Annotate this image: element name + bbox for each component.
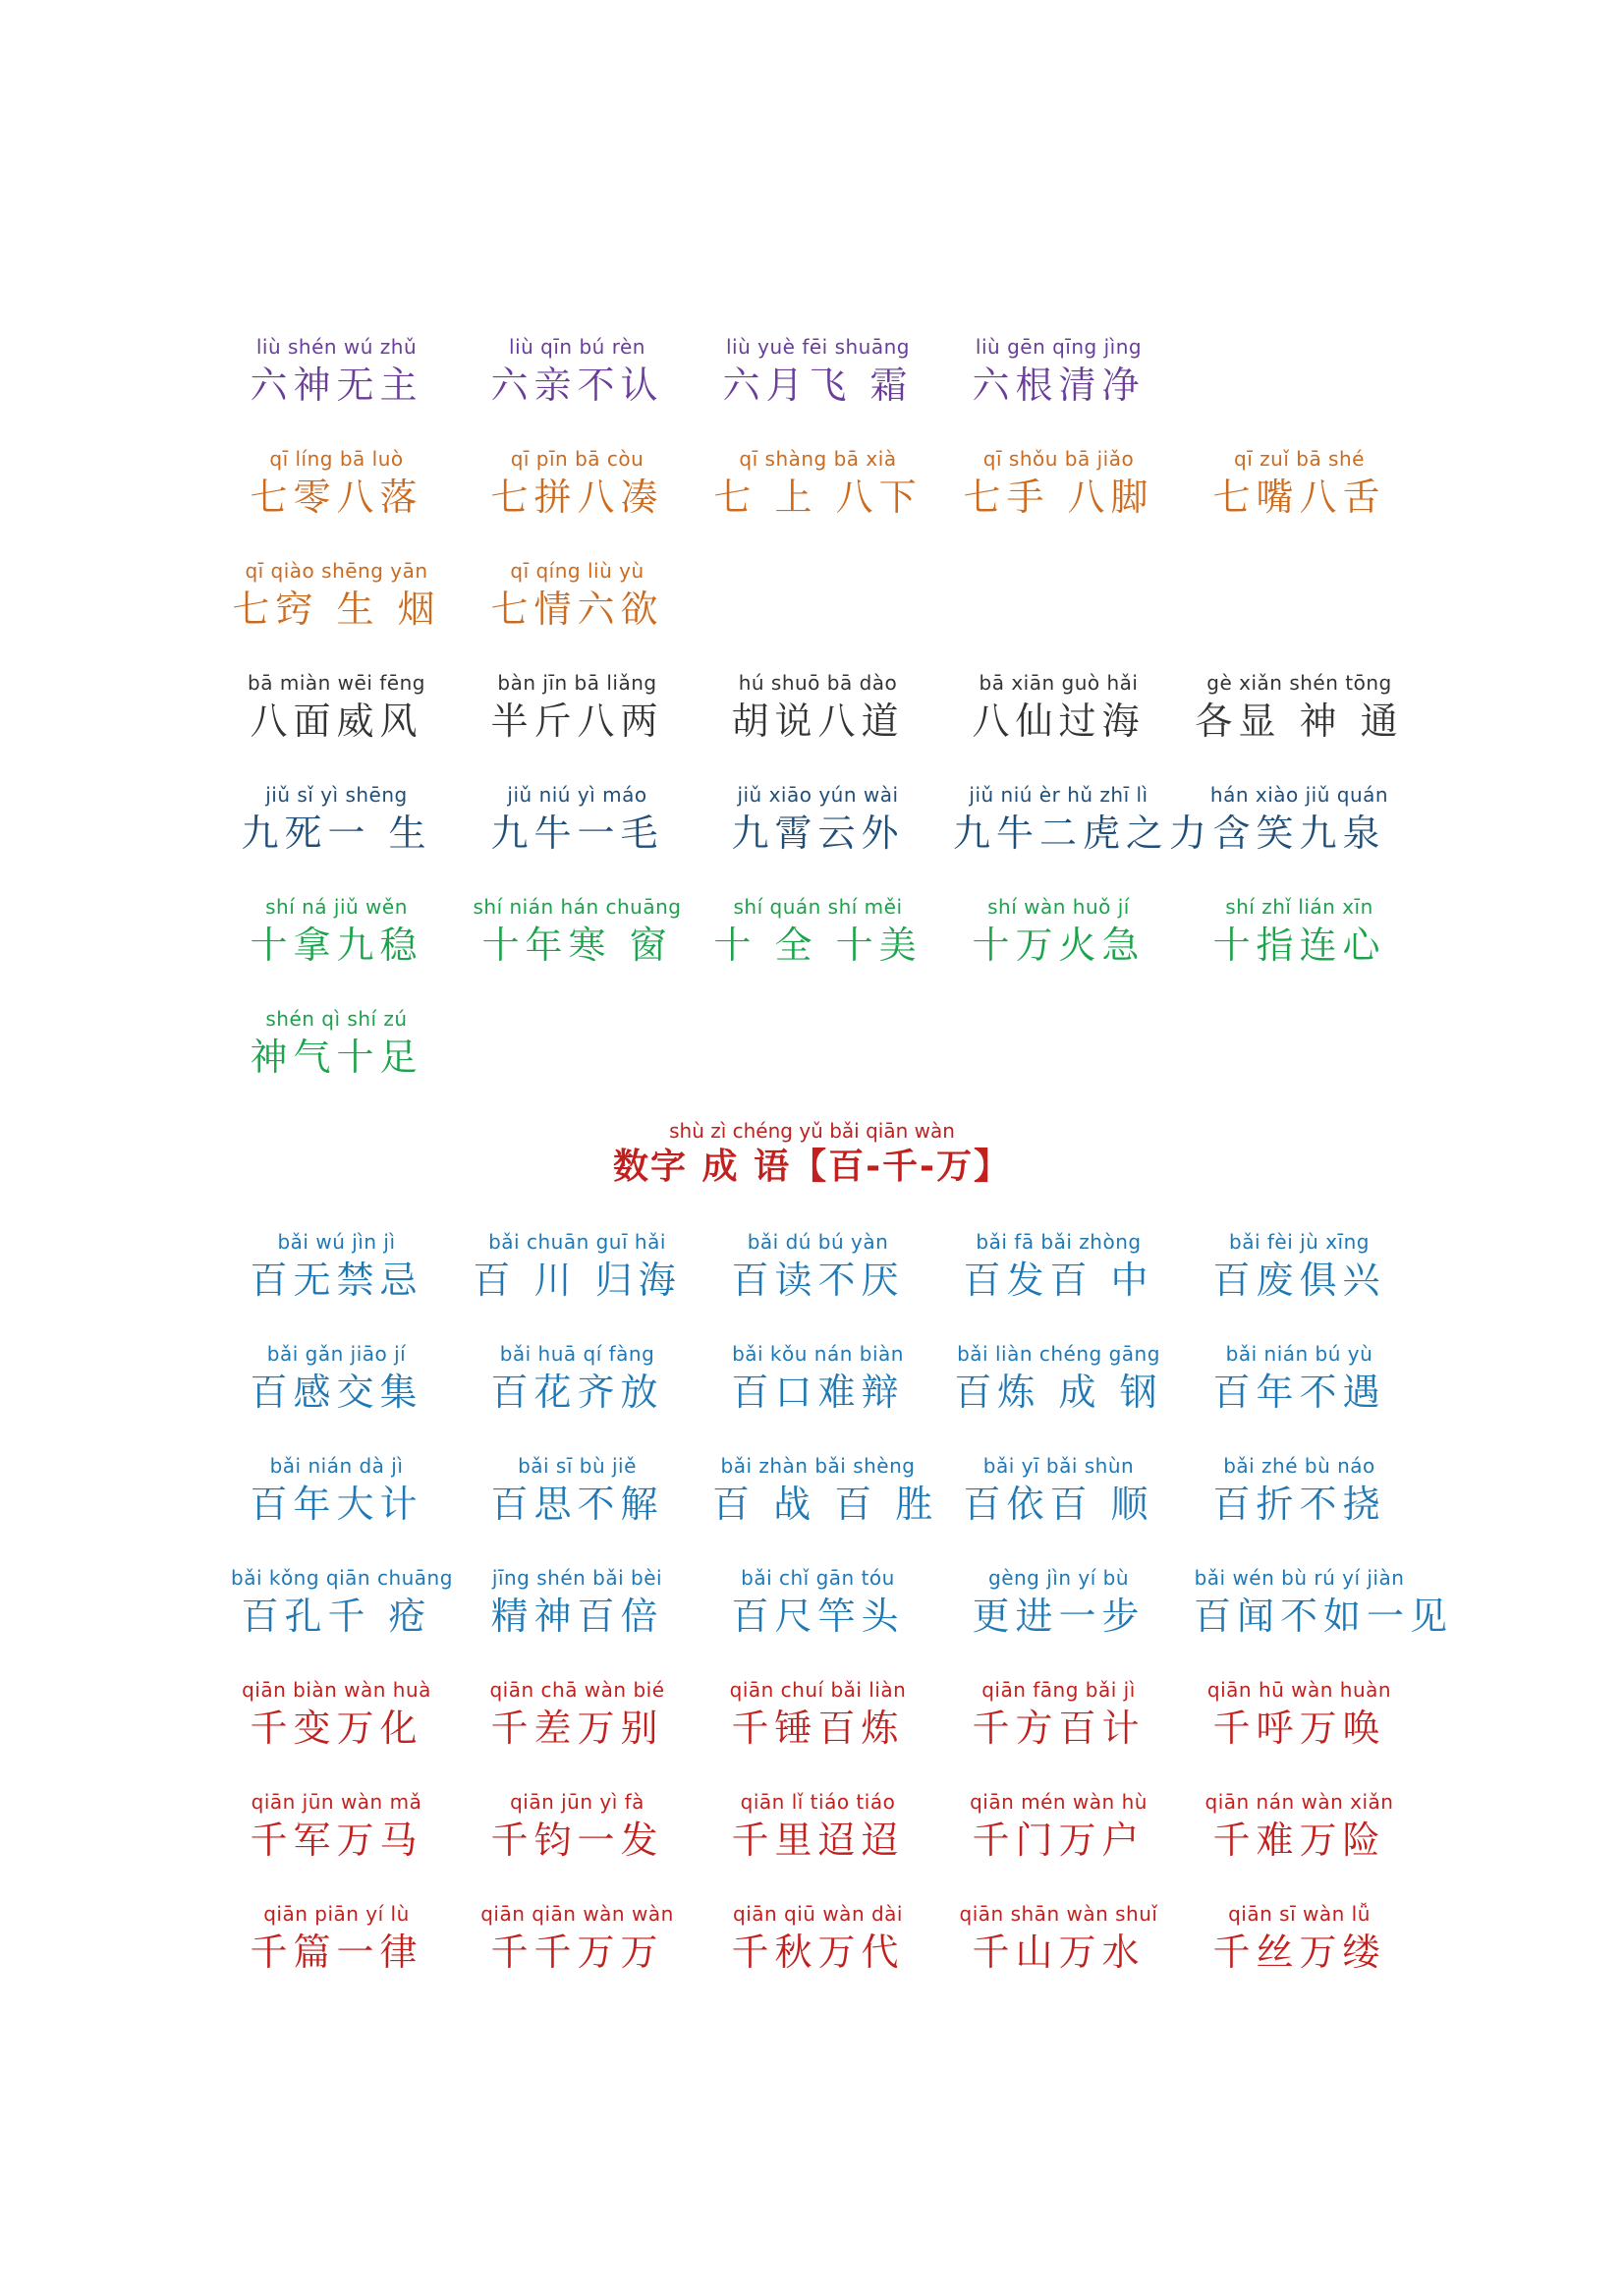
idiom-characters: 百废俱兴	[1212, 1259, 1386, 1302]
idiom-pinyin: shí zhǐ lián xīn	[1225, 895, 1373, 919]
idiom-pinyin: bǎi liàn chéng gāng	[957, 1342, 1160, 1366]
idiom-item	[1194, 1229, 1405, 1304]
idiom-pinyin: hán xiào jiǔ quán	[1209, 783, 1389, 807]
idiom-item	[712, 782, 924, 857]
idiom-item	[1194, 1453, 1405, 1528]
idiom-item	[472, 1677, 683, 1752]
idiom-item	[1194, 446, 1405, 521]
idiom-pinyin: qiān chuí bǎi liàn	[729, 1678, 907, 1702]
idiom-pinyin: gè xiǎn shén tōng	[1206, 671, 1392, 695]
idiom-item	[712, 1453, 939, 1528]
idiom-item	[1194, 1677, 1405, 1752]
idiom-pinyin: liù shén wú zhǔ	[255, 335, 418, 359]
idiom-characters: 百发百 中	[963, 1259, 1154, 1302]
idiom-characters: 九牛二虎之力	[953, 812, 1213, 855]
idiom-item	[472, 1229, 683, 1304]
idiom-row	[231, 894, 1410, 992]
idiom-characters: 六月飞 霜	[722, 364, 914, 407]
idiom-pinyin: bǎi dú bú yàn	[747, 1230, 889, 1254]
idiom-item	[1194, 1341, 1405, 1416]
idiom-characters: 百感交集	[250, 1371, 423, 1414]
idiom-pinyin: qī shǒu bā jiǎo	[982, 447, 1135, 471]
idiom-pinyin: shí wàn huǒ jí	[987, 895, 1130, 919]
idiom-characters: 千呼万唤	[1212, 1707, 1386, 1750]
idiom-characters: 八面威风	[250, 700, 423, 743]
idiom-characters: 精神百倍	[490, 1595, 664, 1638]
idiom-item	[472, 670, 683, 745]
idiom-row	[231, 1677, 1410, 1775]
idiom-pinyin: qiān jūn yì fà	[510, 1790, 644, 1814]
idiom-pinyin: qiān sī wàn lǚ	[1228, 1902, 1371, 1926]
idiom-item	[1194, 670, 1405, 745]
idiom-row	[231, 1565, 1454, 1663]
idiom-item	[1194, 1565, 1454, 1640]
idiom-item	[472, 894, 683, 969]
idiom-row	[231, 1341, 1410, 1439]
idiom-characters: 七手 八脚	[963, 476, 1154, 519]
idiom-characters: 千丝万缕	[1212, 1931, 1386, 1974]
idiom-pinyin: gèng jìn yí bù	[988, 1566, 1129, 1590]
idiom-pinyin: bǎi chuān guī hǎi	[488, 1230, 666, 1254]
idiom-characters: 十指连心	[1212, 924, 1386, 967]
idiom-pinyin: bǎi wén bù rú yí jiàn	[1194, 1566, 1405, 1590]
idiom-characters: 百口难辩	[731, 1371, 905, 1414]
idiom-item	[231, 1677, 442, 1752]
idiom-row	[231, 1006, 1410, 1104]
idiom-characters: 六根清净	[972, 364, 1146, 407]
idiom-item	[953, 1789, 1164, 1864]
idiom-pinyin: qiān biàn wàn huà	[242, 1678, 431, 1702]
idiom-item	[1194, 1789, 1405, 1864]
idiom-item	[1194, 894, 1405, 969]
idiom-item	[953, 782, 1213, 857]
idiom-item	[231, 782, 442, 857]
idiom-item	[231, 446, 442, 521]
idiom-item	[472, 782, 683, 857]
idiom-item	[472, 1453, 683, 1528]
idiom-pinyin: bǎi kǒu nán biàn	[732, 1342, 904, 1366]
idiom-item	[1194, 1901, 1405, 1976]
idiom-characters: 六亲不认	[490, 364, 664, 407]
idiom-characters: 百闻不如一见	[1194, 1595, 1454, 1638]
idiom-pinyin: qiān nán wàn xiǎn	[1204, 1790, 1394, 1814]
idiom-item	[953, 446, 1164, 521]
idiom-pinyin: qiān shān wàn shuǐ	[959, 1902, 1158, 1926]
idiom-characters: 七 上 八下	[713, 476, 923, 519]
idiom-pinyin: shén qì shí zú	[265, 1007, 408, 1031]
idiom-pinyin: liù gēn qīng jìng	[975, 335, 1143, 359]
idiom-characters: 千差万别	[490, 1707, 664, 1750]
idiom-item	[953, 670, 1164, 745]
idiom-item	[472, 558, 683, 633]
idiom-row	[231, 782, 1410, 880]
idiom-item	[472, 1901, 683, 1976]
idiom-pinyin: bǎi sī bù jiě	[518, 1454, 637, 1478]
idiom-row	[231, 670, 1410, 768]
idiom-pinyin: bā miàn wēi fēng	[248, 671, 425, 695]
idiom-item	[712, 334, 924, 409]
idiom-item	[231, 1901, 442, 1976]
idiom-pinyin: liù yuè fēi shuāng	[726, 335, 910, 359]
idiom-item	[231, 1229, 442, 1304]
idiom-characters: 九牛一毛	[490, 812, 664, 855]
idiom-pinyin: bǎi huā qí fàng	[499, 1342, 655, 1366]
idiom-item	[953, 1901, 1164, 1976]
idiom-pinyin: qī qiào shēng yān	[245, 559, 428, 583]
idiom-characters: 百折不挠	[1212, 1483, 1386, 1526]
idiom-characters: 百读不厌	[731, 1259, 905, 1302]
idiom-pinyin: qī pīn bā còu	[510, 447, 644, 471]
idiom-characters: 千篇一律	[250, 1931, 423, 1974]
idiom-item	[712, 1901, 924, 1976]
idiom-pinyin: qiān qiān wàn wàn	[480, 1902, 674, 1926]
idiom-pinyin: qiān chā wàn bié	[489, 1678, 665, 1702]
section-title-pinyin: shù zì chéng yǔ bǎi qiān wàn	[669, 1119, 955, 1143]
idiom-pinyin: bā xiān guò hǎi	[979, 671, 1139, 695]
idiom-item	[712, 1677, 924, 1752]
idiom-item	[231, 1453, 442, 1528]
idiom-pinyin: liù qīn bú rèn	[509, 335, 645, 359]
idiom-characters: 十 全 十美	[713, 924, 923, 967]
idiom-item	[472, 1341, 683, 1416]
idiom-pinyin: jīng shén bǎi bèi	[491, 1566, 663, 1590]
idiom-pinyin: bǎi zhàn bǎi shèng	[720, 1454, 916, 1478]
idiom-characters: 七嘴八舌	[1212, 476, 1386, 519]
idiom-characters: 千方百计	[972, 1707, 1146, 1750]
idiom-item	[953, 1341, 1164, 1416]
idiom-characters: 百依百 顺	[963, 1483, 1154, 1526]
idiom-pinyin: bǎi chǐ gān tóu	[741, 1566, 895, 1590]
idiom-characters: 百花齐放	[490, 1371, 664, 1414]
idiom-pinyin: hú shuō bā dào	[738, 671, 898, 695]
idiom-characters: 七情六欲	[490, 588, 664, 631]
idiom-item	[712, 1565, 924, 1640]
idiom-pinyin: bǎi yī bǎi shùn	[982, 1454, 1135, 1478]
section-title-text: 数字 成 语【百-千-万】	[613, 1147, 1011, 1187]
idiom-item	[712, 1229, 924, 1304]
idiom-characters: 半斤八两	[490, 700, 664, 743]
idiom-characters: 百 战 百 胜	[712, 1483, 939, 1526]
idiom-pinyin: jiǔ sǐ yì shēng	[265, 783, 408, 807]
idiom-pinyin: qī qíng liù yù	[510, 559, 644, 583]
idiom-characters: 七零八落	[250, 476, 423, 519]
idiom-pinyin: jiǔ niú yì máo	[507, 783, 647, 807]
idiom-row	[231, 1229, 1410, 1327]
idiom-characters: 千钧一发	[490, 1819, 664, 1862]
idiom-characters: 百 川 归海	[473, 1259, 682, 1302]
idiom-item	[953, 894, 1164, 969]
idiom-pinyin: jiǔ xiāo yún wài	[737, 783, 899, 807]
idiom-pinyin: bǎi zhé bù náo	[1223, 1454, 1375, 1478]
idiom-item	[231, 558, 442, 633]
idiom-pinyin: qiān mén wàn hù	[970, 1790, 1148, 1814]
idiom-pinyin: shí nián hán chuāng	[473, 895, 682, 919]
idiom-characters: 百炼 成 钢	[954, 1371, 1163, 1414]
idiom-characters: 神气十足	[250, 1036, 423, 1079]
idiom-characters: 十年寒 窗	[481, 924, 673, 967]
idiom-characters: 六神无主	[250, 364, 423, 407]
idiom-item	[953, 1229, 1164, 1304]
idiom-characters: 各显 神 通	[1195, 700, 1404, 743]
idiom-item	[472, 446, 683, 521]
idiom-characters: 千门万户	[972, 1819, 1146, 1862]
idiom-characters: 千里迢迢	[731, 1819, 905, 1862]
idiom-characters: 千千万万	[490, 1931, 664, 1974]
idiom-characters: 七拼八凑	[490, 476, 664, 519]
idiom-characters: 千山万水	[972, 1931, 1146, 1974]
idiom-row	[231, 558, 1410, 656]
idiom-row	[231, 446, 1410, 544]
idiom-pinyin: qī líng bā luò	[269, 447, 404, 471]
idiom-pinyin: bǎi nián bú yù	[1225, 1342, 1373, 1366]
idiom-item	[712, 1789, 924, 1864]
idiom-item	[231, 1341, 442, 1416]
idiom-pinyin: bàn jīn bā liǎng	[497, 671, 657, 695]
idiom-pinyin: bǎi fā bǎi zhòng	[976, 1230, 1142, 1254]
idiom-pinyin: qiān jūn wàn mǎ	[251, 1790, 422, 1814]
idiom-characters: 百孔千 疮	[241, 1595, 432, 1638]
idiom-item	[712, 670, 924, 745]
idiom-pinyin: qiān piān yí lù	[263, 1902, 410, 1926]
idiom-item	[953, 334, 1164, 409]
idiom-item	[231, 1006, 442, 1081]
idiom-pinyin: qiān hū wàn huàn	[1206, 1678, 1392, 1702]
idiom-item	[472, 1565, 683, 1640]
idiom-pinyin: shí quán shí měi	[733, 895, 903, 919]
idiom-item	[231, 670, 442, 745]
idiom-characters: 九霄云外	[731, 812, 905, 855]
idiom-row	[231, 1453, 1410, 1551]
idiom-pinyin: shí ná jiǔ wěn	[265, 895, 408, 919]
idiom-characters: 千秋万代	[731, 1931, 905, 1974]
idiom-item	[953, 1677, 1164, 1752]
idiom-item	[231, 894, 442, 969]
idiom-characters: 百尺竿头	[731, 1595, 905, 1638]
idiom-pinyin: bǎi nián dà jì	[269, 1454, 404, 1478]
idiom-pinyin: jiǔ niú èr hǔ zhī lì	[969, 783, 1148, 807]
idiom-pinyin: qiān lǐ tiáo tiáo	[740, 1790, 896, 1814]
idiom-characters: 七窍 生 烟	[232, 588, 441, 631]
idiom-pinyin: qī shàng bā xià	[739, 447, 897, 471]
idiom-item	[953, 1565, 1164, 1640]
idiom-characters: 含笑九泉	[1212, 812, 1386, 855]
idiom-characters: 百年大计	[250, 1483, 423, 1526]
idiom-characters: 千锤百炼	[731, 1707, 905, 1750]
idiom-item	[712, 894, 924, 969]
idiom-characters: 千变万化	[250, 1707, 423, 1750]
idiom-item	[472, 334, 683, 409]
idiom-item	[231, 1789, 442, 1864]
idiom-item	[1194, 782, 1405, 857]
idiom-characters: 千军万马	[250, 1819, 423, 1862]
idiom-row	[231, 1901, 1410, 1999]
idiom-characters: 十万火急	[972, 924, 1146, 967]
idiom-characters: 更进一步	[972, 1595, 1146, 1638]
idiom-characters: 百年不遇	[1212, 1371, 1386, 1414]
idiom-pinyin: bǎi kǒng qiān chuāng	[231, 1566, 453, 1590]
idiom-item	[712, 446, 924, 521]
idiom-characters: 胡说八道	[731, 700, 905, 743]
idiom-row	[231, 1789, 1410, 1887]
idiom-pinyin: bǎi gǎn jiāo jí	[266, 1342, 407, 1366]
idiom-item	[472, 1789, 683, 1864]
idiom-characters: 十拿九稳	[250, 924, 423, 967]
idiom-pinyin: bǎi wú jìn jì	[277, 1230, 396, 1254]
idiom-pinyin: qiān qiū wàn dài	[733, 1902, 903, 1926]
idiom-characters: 八仙过海	[972, 700, 1146, 743]
idiom-item	[231, 334, 442, 409]
idiom-characters: 九死一 生	[241, 812, 432, 855]
idiom-item	[712, 1341, 924, 1416]
idiom-pinyin: bǎi fèi jù xīng	[1229, 1230, 1370, 1254]
idiom-pinyin: qī zuǐ bā shé	[1234, 447, 1365, 471]
idiom-characters: 千难万险	[1212, 1819, 1386, 1862]
idiom-item	[953, 1453, 1164, 1528]
idiom-item	[231, 1565, 453, 1640]
idiom-row	[231, 334, 1410, 432]
idiom-characters: 百思不解	[490, 1483, 664, 1526]
section-title	[0, 1118, 1624, 1191]
idiom-characters: 百无禁忌	[250, 1259, 423, 1302]
idiom-pinyin: qiān fāng bǎi jì	[981, 1678, 1136, 1702]
